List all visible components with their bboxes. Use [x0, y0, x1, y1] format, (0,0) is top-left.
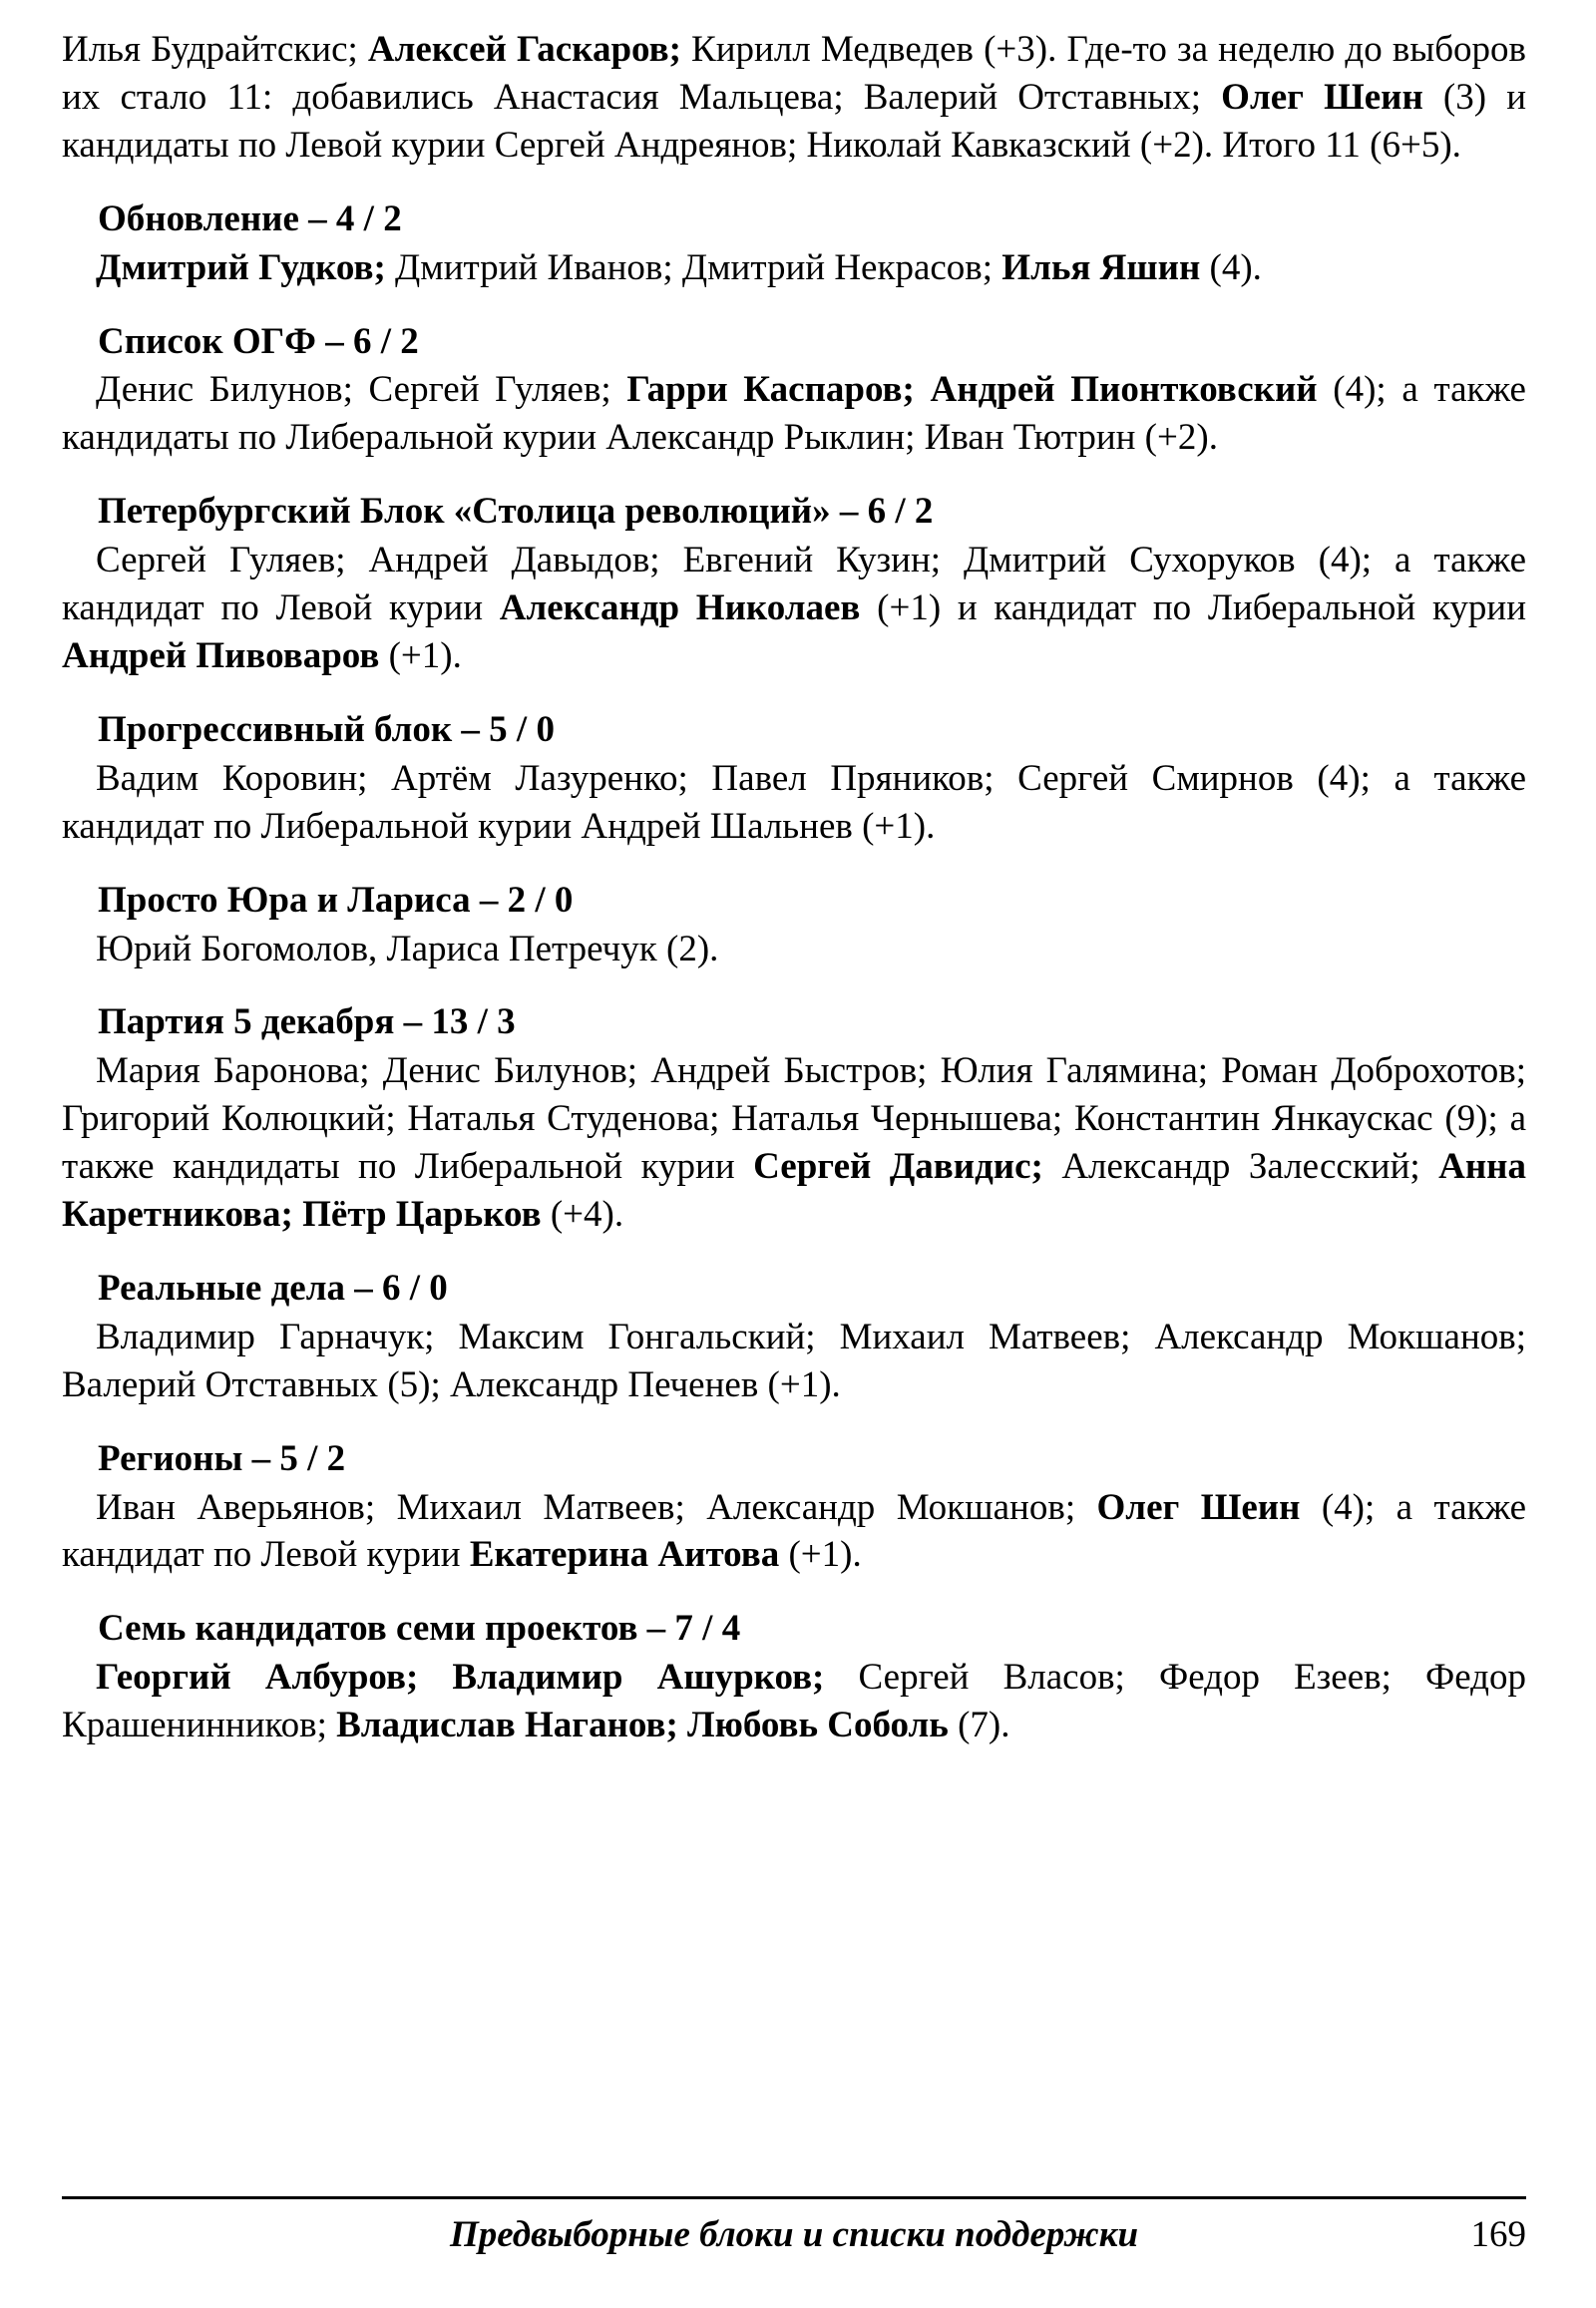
section-heading: Список ОГФ – 6 / 2 — [98, 320, 419, 362]
section-heading: Прогрессивный блок – 5 / 0 — [98, 708, 555, 750]
section-text-bold: Сергей Давидис; — [753, 1146, 1043, 1188]
section-text: Вадим Коровин; Артём Лазуренко; Павел Пряников; Сергей Смирнов (4); а также кандидат по Либеральной курии Андрей Шальнев (+1). — [62, 757, 1526, 847]
section-heading: Семь кандидатов семи проектов – 7 / 4 — [98, 1608, 741, 1650]
section-text: (+1) и кандидат по Либеральной курии — [860, 587, 1527, 629]
section-text: Дмитрий Иванов; Дмитрий Некрасов; — [385, 246, 1002, 288]
section-text: Владимир Гарначук; Максим Гонгальский; Михаил Матвеев; Александр Мокшанов; Валерий Отставных (5); Александр Печенев (+1). — [62, 1316, 1526, 1405]
section-text: Александр Залесский; — [1042, 1146, 1439, 1188]
section-text: (+1). — [379, 634, 462, 676]
section-text: Мария Баронова; Денис Билунов; Андрей Быстров; Юлия Галямина; Роман Доброхотов; Григорий Колюцкий; Наталья Студенова; Наталья Чернышева; Константин Янкаускас (9); а также кандидаты по Либеральной курии — [62, 1050, 1526, 1188]
section-text: (7). — [948, 1705, 1010, 1746]
section-paragraph — [62, 926, 1526, 973]
section-paragraph — [62, 1484, 1526, 1580]
section-text: Денис Билунов; Сергей Гуляев; — [96, 369, 627, 411]
intro-text-2: Кирилл Медведев (+3). Где-то за неделю до выборов их стало 11: добавились Анастасия Мальцева; Валерий Отставных; — [62, 29, 1526, 118]
section-paragraph — [62, 537, 1526, 680]
section-heading: Регионы – 5 / 2 — [98, 1437, 346, 1479]
section-text-bold: Олег Шеин — [1096, 1486, 1301, 1528]
footer-divider — [62, 2196, 1526, 2199]
intro-text-1: Илья Будрайтскис; — [62, 29, 368, 70]
section-heading: Петербургский Блок «Столица революций» – 6 / 2 — [98, 491, 934, 533]
section-text: (4); а также кандидат по Левой курии — [62, 1486, 1527, 1576]
section-paragraph — [62, 244, 1526, 292]
intro-text-3: (3) и кандидаты по Левой курии Сергей Андреянов; Николай Кавказский (+2). Итого 11 (6+5). — [62, 76, 1526, 166]
footer-title: Предвыборные блоки и списки поддержки — [449, 2214, 1139, 2255]
section-text-bold: Георгий Албуров; Владимир Ашурков; — [96, 1657, 825, 1699]
section-text-bold: Владислав Наганов; Любовь Соболь — [336, 1705, 949, 1746]
page-body — [62, 26, 1526, 1749]
section-heading: Обновление – 4 / 2 — [98, 197, 402, 239]
section-text: (4). — [1200, 246, 1262, 288]
section-heading: Просто Юра и Лариса – 2 / 0 — [98, 879, 574, 921]
section-text: (4); а также кандидаты по Либеральной курии Александр Рыклин; Иван Тютрин (+2). — [62, 369, 1526, 459]
intro-bold-1: Алексей Гаскаров; — [367, 29, 681, 70]
section-heading: Реальные дела – 6 / 0 — [98, 1267, 448, 1309]
section-text: Юрий Богомолов, Лариса Петречук (2). — [96, 928, 719, 969]
section-text: (+1). — [779, 1534, 862, 1576]
section-paragraph — [62, 1654, 1526, 1749]
page-footer — [62, 2196, 1526, 2256]
page-number: 169 — [1470, 2214, 1526, 2255]
section-text: (+4). — [541, 1194, 624, 1236]
intro-paragraph — [62, 26, 1526, 170]
section-paragraph — [62, 366, 1526, 462]
section-text: Сергей Власов; Федор Езеев; Федор Крашенинников; — [62, 1657, 1527, 1746]
section-text: Иван Аверьянов; Михаил Матвеев; Александр Мокшанов; — [96, 1486, 1097, 1528]
section-text-bold: Илья Яшин — [1001, 246, 1201, 288]
section-text: Сергей Гуляев; Андрей Давыдов; Евгений Кузин; Дмитрий Сухоруков (4); а также кандидат по Левой курии — [62, 540, 1526, 629]
section-text-bold: Дмитрий Гудков; — [96, 246, 386, 288]
section-text-bold: Анна Каретникова; Пётр Царьков — [62, 1146, 1526, 1236]
sections-container — [62, 195, 1526, 1749]
section-text-bold: Екатерина Аитова — [469, 1534, 780, 1576]
footer-row — [62, 2213, 1526, 2256]
section-paragraph — [62, 755, 1526, 851]
section-text-bold: Андрей Пивоваров — [62, 634, 380, 676]
section-paragraph — [62, 1314, 1526, 1409]
intro-bold-2: Олег Шеин — [1221, 76, 1423, 118]
section-paragraph — [62, 1047, 1526, 1239]
section-heading: Партия 5 декабря – 13 / 3 — [98, 1001, 516, 1043]
section-text-bold: Александр Николаев — [499, 587, 861, 629]
section-text-bold: Гарри Каспаров; Андрей Пионтковский — [626, 369, 1318, 411]
